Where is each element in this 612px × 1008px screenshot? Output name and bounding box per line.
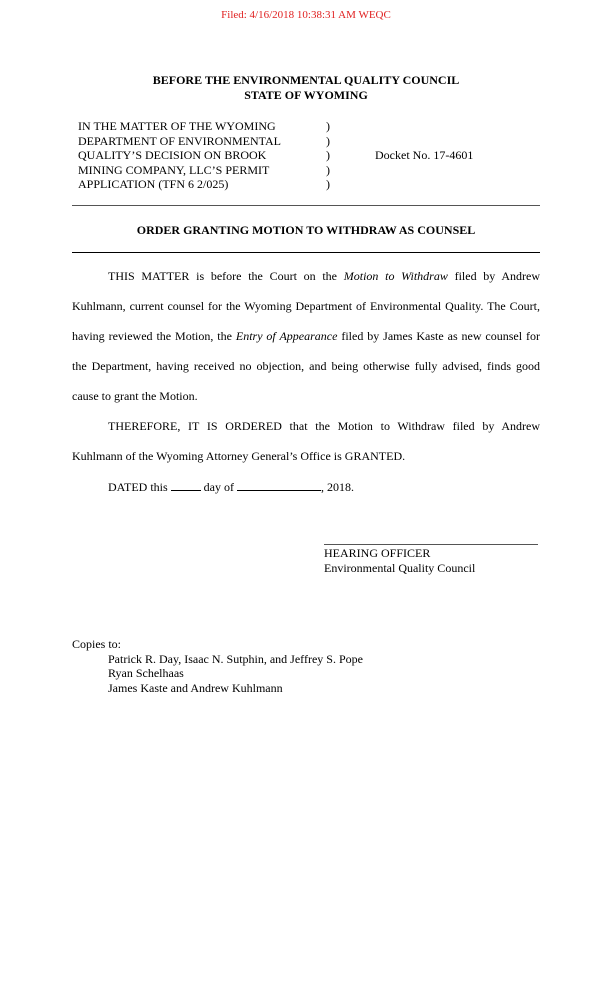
caption-paren: )	[326, 133, 330, 148]
caption-divider	[72, 205, 540, 206]
month-blank[interactable]	[237, 479, 321, 491]
copies-label: Copies to:	[72, 637, 122, 651]
dated-mid: day of	[200, 480, 237, 494]
signature-block	[324, 546, 475, 576]
signature-line	[324, 544, 538, 545]
text-run: filed by James Kaste as new counsel for the Department, having received no objection, and being otherwise fully advised, finds good cause to grant the Motion.	[72, 329, 540, 403]
paragraph-findings	[72, 261, 540, 411]
copy-recipient: Ryan Schelhaas	[108, 666, 184, 680]
docket-number: Docket No. 17-4601	[375, 148, 474, 162]
caption-line: IN THE MATTER OF THE WYOMING	[78, 119, 276, 133]
caption-line: QUALITY’S DECISION ON BROOK	[78, 148, 267, 163]
dated-suffix: , 2018.	[321, 480, 354, 494]
copy-recipient: James Kaste and Andrew Kuhlmann	[108, 680, 283, 695]
paragraph-order: THEREFORE, IT IS ORDERED that the Motion to Withdraw filed by Andrew Kuhlmann of the Wyoming Attorney General’s Office is GRANTED.	[72, 419, 540, 463]
text-run: THIS MATTER is before the Court on the	[108, 269, 344, 283]
order-title: ORDER GRANTING MOTION TO WITHDRAW AS COUNSEL	[136, 223, 476, 237]
copies-block	[72, 637, 363, 695]
caption-paren: )	[326, 119, 330, 133]
day-blank[interactable]	[171, 479, 201, 491]
dated-line	[108, 479, 354, 495]
filed-stamp: Filed: 4/16/2018 10:38:31 AM WEQC	[221, 9, 391, 21]
caption-parentheses	[326, 119, 330, 192]
case-caption	[78, 119, 281, 192]
state-heading: STATE OF WYOMING	[244, 88, 368, 102]
text-run: filed by Andrew Kuhlmann, current counsel for the Wyoming Department of Environmental Quality. The Court, having reviewed the Motion, the	[72, 269, 541, 343]
caption-line: APPLICATION (TFN 6 2/025)	[78, 177, 229, 192]
caption-paren: )	[326, 162, 330, 177]
order-body	[72, 261, 540, 471]
entry-title: Entry of Appearance	[235, 329, 338, 343]
caption-line: MINING COMPANY, LLC’S PERMIT	[78, 162, 270, 177]
caption-paren: )	[326, 148, 330, 163]
motion-title: Motion to Withdraw	[343, 269, 448, 283]
signer-org: Environmental Quality Council	[324, 561, 476, 575]
council-heading: BEFORE THE ENVIRONMENTAL QUALITY COUNCIL	[152, 73, 460, 87]
caption-line: DEPARTMENT OF ENVIRONMENTAL	[78, 133, 281, 148]
copy-recipient: Patrick R. Day, Isaac N. Sutphin, and Jeffrey S. Pope	[108, 651, 363, 666]
dated-prefix: DATED this	[108, 480, 171, 494]
title-divider	[72, 252, 540, 253]
caption-paren: )	[326, 177, 330, 192]
signer-title: HEARING OFFICER	[324, 546, 431, 560]
